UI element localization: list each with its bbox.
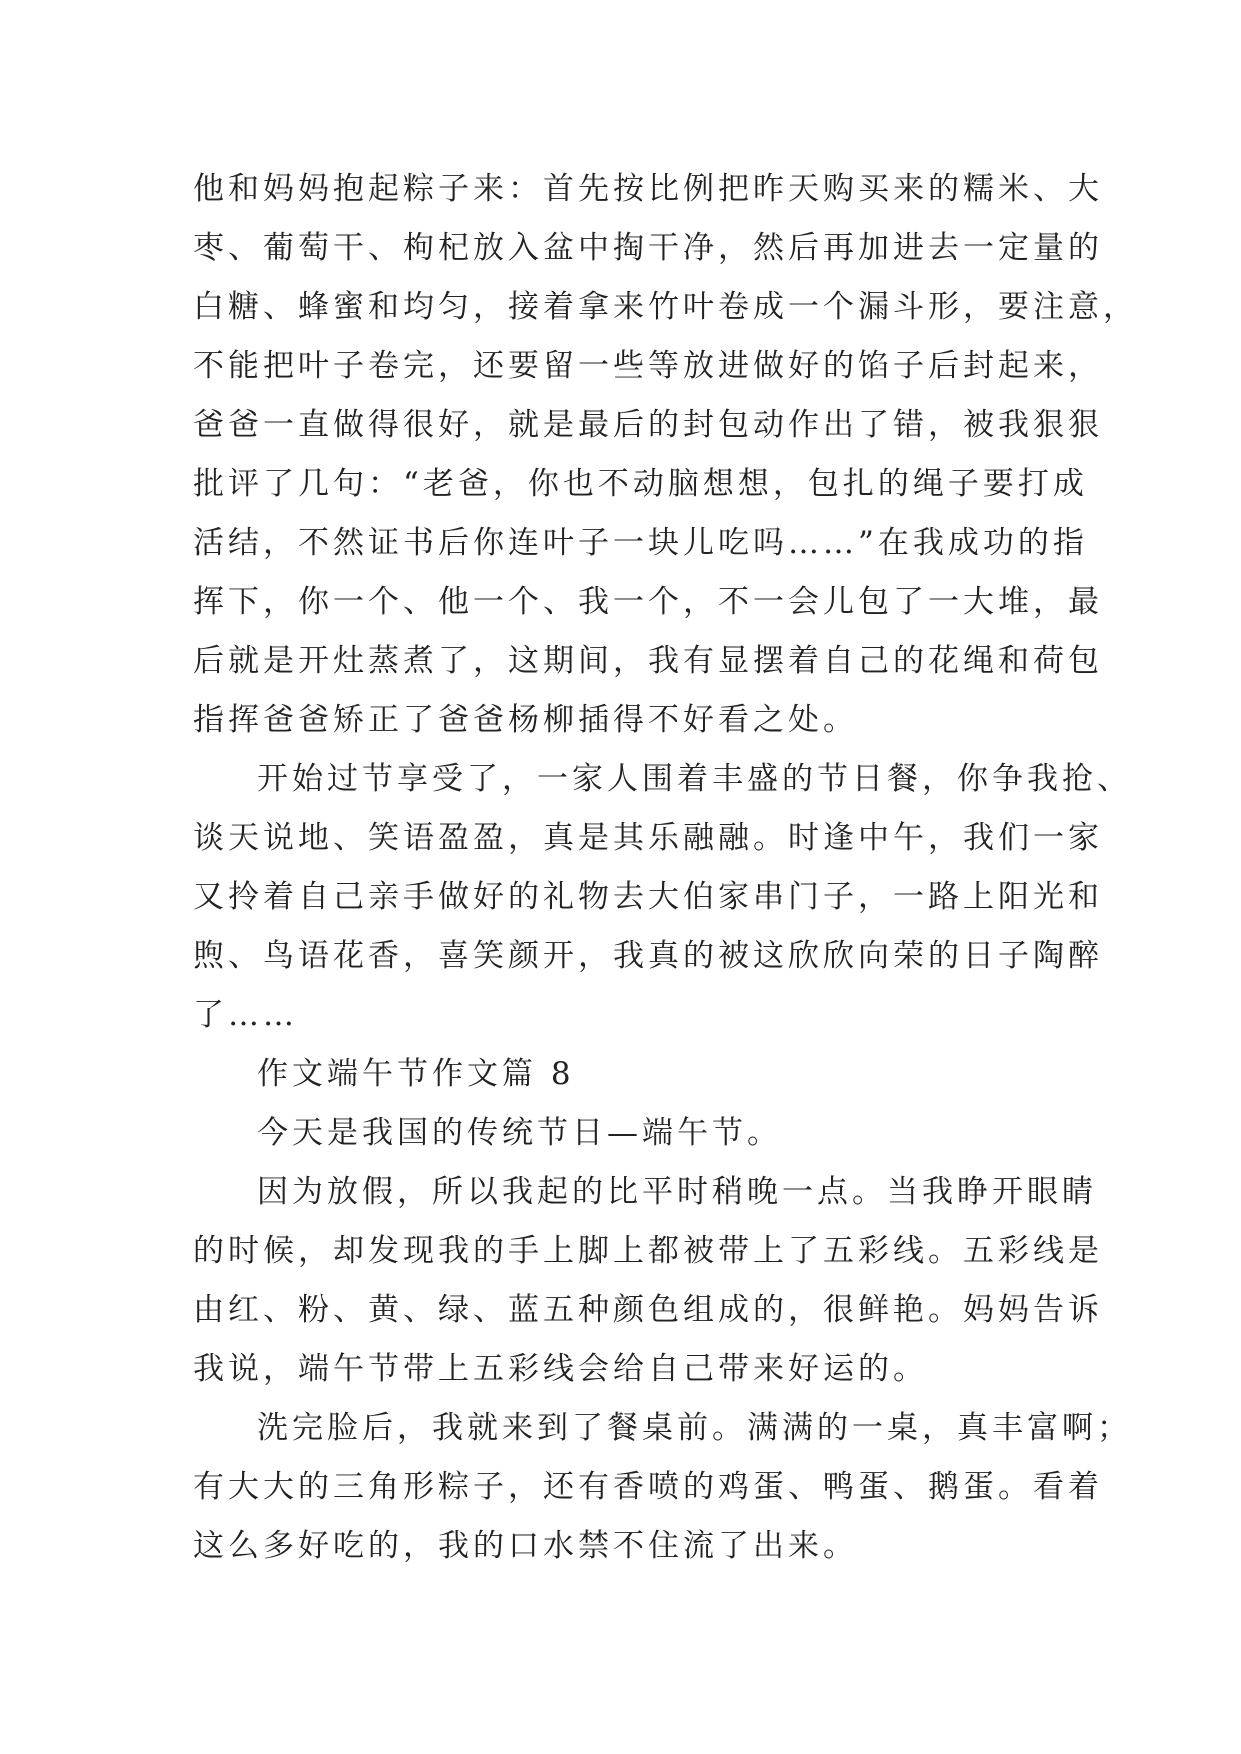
text-line: 这么多好吃的，我的口水禁不住流了出来。 xyxy=(193,1528,858,1564)
text-line: 不能把叶子卷完，还要留一些等放进做好的馅子后封起来， xyxy=(193,348,1103,384)
paragraph-1 xyxy=(193,160,1138,750)
text-line: 爸爸一直做得很好，就是最后的封包动作出了错，被我狠狠 xyxy=(193,407,1103,443)
text-line: 由红、粉、黄、绿、蓝五种颜色组成的，很鲜艳。妈妈告诉 xyxy=(193,1292,1103,1328)
text-line: 批评了几句：“老爸，你也不动脑想想，包扎的绳子要打成 xyxy=(193,466,1088,502)
text-line: 有大大的三角形粽子，还有香喷的鸡蛋、鸭蛋、鹅蛋。看着 xyxy=(193,1469,1103,1505)
intro-line: 今天是我国的传统节日—端午节。 xyxy=(257,1115,782,1151)
text-line: 煦、鸟语花香，喜笑颜开，我真的被这欣欣向荣的日子陶醉 xyxy=(193,938,1103,974)
paragraph-2 xyxy=(193,750,1132,1045)
text-line: 开始过节享受了，一家人围着丰盛的节日餐，你争我抢、 xyxy=(257,761,1132,797)
text-line: 指挥爸爸矫正了爸爸杨柳插得不好看之处。 xyxy=(193,702,858,738)
text-line: 挥下，你一个、他一个、我一个，不一会儿包了一大堆，最 xyxy=(193,584,1103,620)
text-line: 的时候，却发现我的手上脚上都被带上了五彩线。五彩线是 xyxy=(193,1233,1103,1269)
text-line: 枣、葡萄干、枸杞放入盆中掏干净，然后再加进去一定量的 xyxy=(193,230,1103,266)
section-heading: 作文端午节作文篇 8 xyxy=(257,1056,575,1092)
document-body xyxy=(193,160,1138,1576)
text-line: 活结，不然证书后你连叶子一块儿吃吗……”在我成功的指 xyxy=(193,525,1088,561)
paragraph-4 xyxy=(193,1399,1132,1576)
text-line: 后就是开灶蒸煮了，这期间，我有显摆着自己的花绳和荷包 xyxy=(193,643,1103,679)
text-line: 白糖、蜂蜜和均匀，接着拿来竹叶卷成一个漏斗形，要注意， xyxy=(193,289,1138,325)
text-line: 因为放假，所以我起的比平时稍晚一点。当我睁开眼睛 xyxy=(257,1174,1097,1210)
text-line: 谈天说地、笑语盈盈，真是其乐融融。时逢中午，我们一家 xyxy=(193,820,1103,856)
text-line: 我说，端午节带上五彩线会给自己带来好运的。 xyxy=(193,1351,928,1387)
paragraph-3 xyxy=(193,1163,1103,1399)
text-line: 他和妈妈抱起粽子来：首先按比例把昨天购买来的糯米、大 xyxy=(193,171,1103,207)
text-line: 又拎着自己亲手做好的礼物去大伯家串门子，一路上阳光和 xyxy=(193,879,1103,915)
text-line: 洗完脸后，我就来到了餐桌前。满满的一桌，真丰富啊； xyxy=(257,1410,1132,1446)
text-line: 了…… xyxy=(193,997,298,1033)
